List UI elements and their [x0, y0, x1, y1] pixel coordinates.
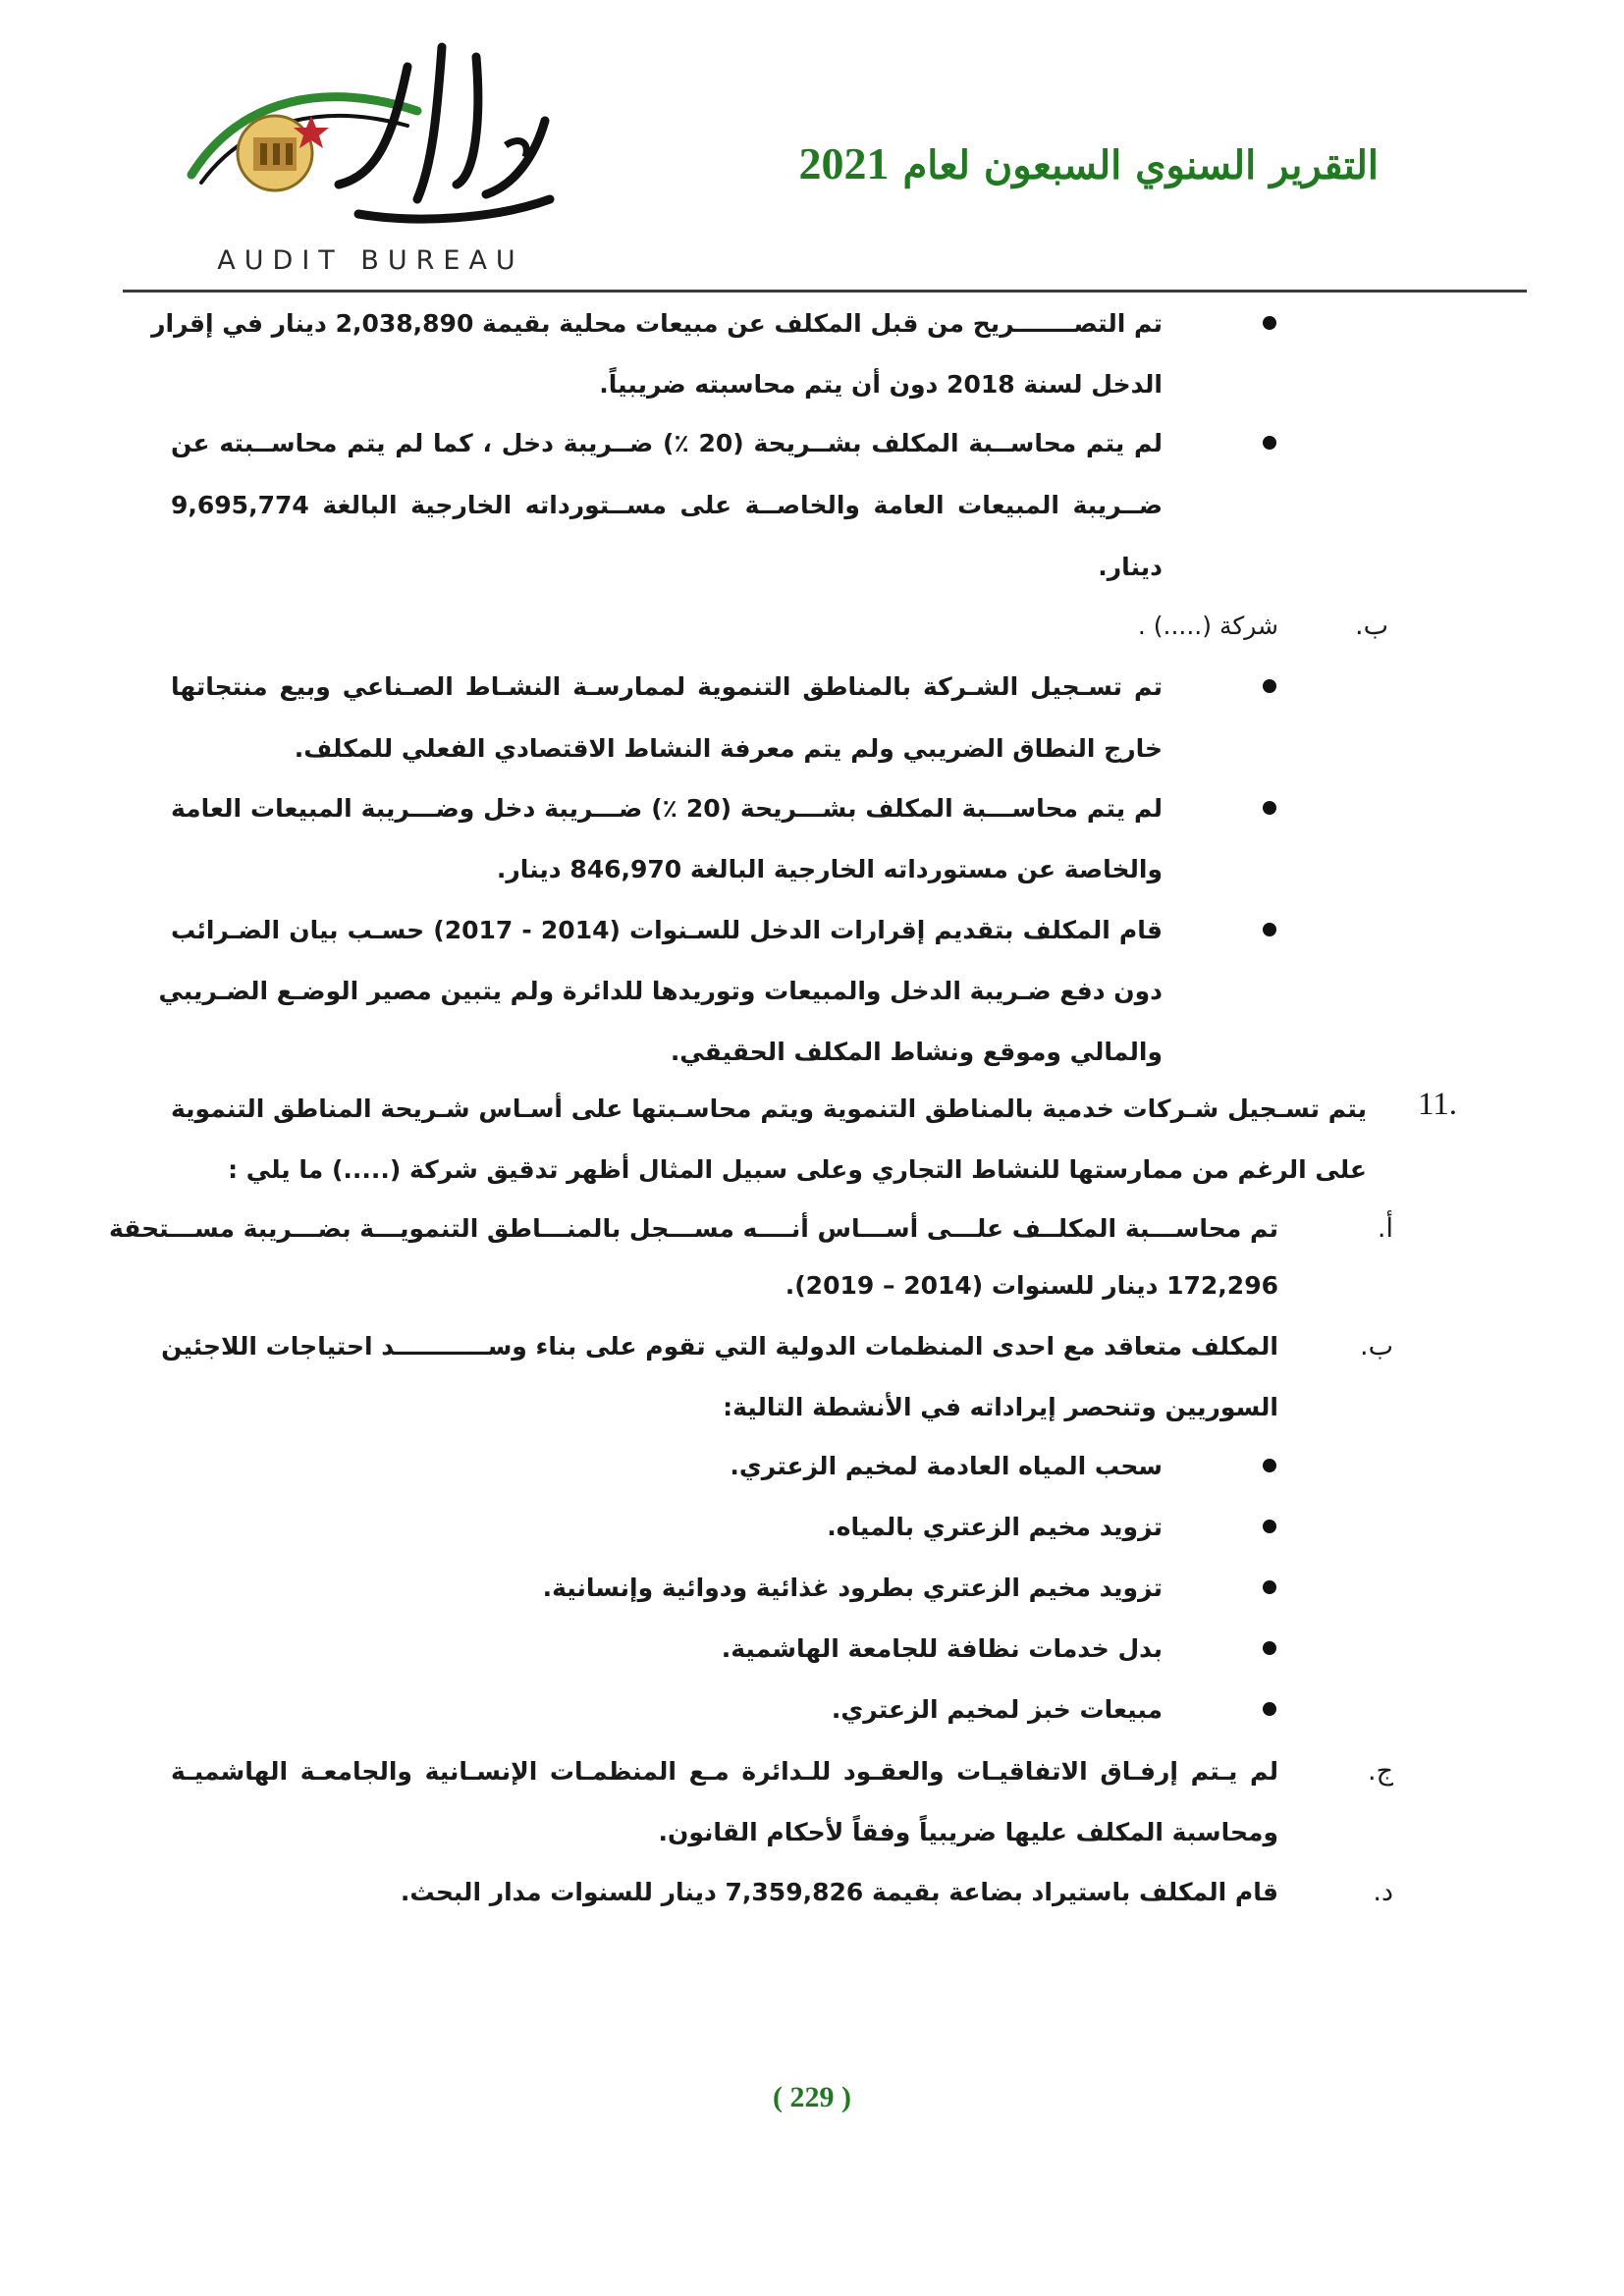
bullet-dot-icon	[1263, 1702, 1276, 1716]
paragraph-line: قام المكلف باستيراد بضاعة بقيمة 7,359,826 دينار للسنوات مدار البحث.	[400, 1878, 1278, 1906]
logo-emblem-icon	[182, 27, 560, 248]
paragraph-line: 172,296 دينار للسنوات (2014 – 2019).	[785, 1271, 1278, 1300]
activity-item: مبيعات خبز لمخيم الزعتري.	[831, 1695, 1163, 1724]
bullet-dot-icon	[1263, 1641, 1276, 1655]
bullet-dot-icon	[1263, 436, 1276, 450]
paragraph-line: لم يتم محاســبة المكلف بشــريحة (20 ٪) ضــريبة دخل ، كما لم يتم محاســبته عن	[171, 429, 1164, 457]
item-a-marker: أ.	[1377, 1213, 1393, 1244]
activity-item: تزويد مخيم الزعتري بطرود غذائية ودوائية وإنسانية.	[542, 1574, 1163, 1602]
paragraph-line: تم تسـجيل الشـركة بالمناطق التنموية لممارسـة النشـاط الصـناعي وبيع منتجاتها	[171, 672, 1163, 701]
bullet-dot-icon	[1263, 801, 1276, 815]
section-b-title: شركة (.....) .	[1137, 612, 1278, 640]
paragraph-line: لم يتم محاســـبة المكلف بشـــريحة (20 ٪) ضـــريبة دخل وضـــريبة المبيعات العامة	[171, 794, 1163, 823]
paragraph-line: قام المكلف بتقديم إقرارات الدخل للسـنوات (2014 - 2017) حسـب بيان الضـرائب	[171, 916, 1163, 944]
paragraph-line: دون دفع ضـريبة الدخل والمبيعات وتوريدها للدائرة ولم يتبين مصير الوضـع الضـريبي	[158, 977, 1163, 1005]
paragraph-line: يتم تسـجيل شـركات خدمية بالمناطق التنموية ويتم محاسـبتها على أسـاس شـريحة المناطق التنموية	[171, 1095, 1367, 1123]
paragraph-line: تم محاســـبة المكلــف علـــى أســـاس أنــــه مســـجل بالمنـــاطق التنمويـــة بضـــريبة مســـتحقة	[109, 1214, 1278, 1243]
activity-item: تزويد مخيم الزعتري بالمياه.	[827, 1513, 1163, 1541]
page-header	[0, 0, 1624, 294]
logo-english-text: AUDIT BUREAU	[217, 245, 524, 276]
bullet-dot-icon	[1263, 679, 1276, 693]
paragraph-line: والمالي وموقع ونشاط المكلف الحقيقي.	[670, 1038, 1163, 1066]
section-b-marker: ب.	[1354, 611, 1388, 641]
paragraph-line: ضــريبة المبيعات العامة والخاصــة على مســتورداته الخارجية البالغة 9,695,774	[171, 491, 1163, 519]
report-title	[799, 137, 1379, 189]
paragraph-line: على الرغم من ممارستها للنشاط التجاري وعلى سبيل المثال أظهر تدقيق شركة (.....) ما يلي :	[228, 1155, 1367, 1184]
page-number: ( 229 )	[773, 2081, 851, 2113]
bullet-dot-icon	[1263, 1580, 1276, 1594]
paragraph-line: لم يـتم إرفـاق الاتفاقيـات والعقـود للـدائرة مـع المنظمـات الإنسـانية والجامعـة الهاشميـة	[171, 1757, 1278, 1786]
paragraph-line: والخاصة عن مستورداته الخارجية البالغة 846,970 دينار.	[496, 855, 1163, 883]
report-year: 2021	[798, 138, 890, 188]
bullet-dot-icon	[1263, 923, 1276, 936]
activity-item: بدل خدمات نظافة للجامعة الهاشمية.	[721, 1634, 1163, 1663]
item-11-number: .11	[1417, 1087, 1457, 1122]
item-b-marker: ب.	[1359, 1331, 1393, 1362]
bullet-dot-icon	[1263, 316, 1276, 330]
paragraph-line: الدخل لسنة 2018 دون أن يتم محاسبته ضريبياً.	[599, 370, 1163, 399]
bullet-dot-icon	[1263, 1520, 1276, 1533]
activity-item: سحب المياه العادمة لمخيم الزعتري.	[730, 1452, 1163, 1480]
paragraph-line: المكلف متعاقد مع احدى المنظمات الدولية التي تقوم على بناء وســـــــــــد احتياجات اللاجئين	[161, 1332, 1278, 1361]
report-title-text: التقرير السنوي السبعون لعام	[902, 142, 1379, 188]
paragraph-line: ومحاسبة المكلف عليها ضريبياً وفقاً لأحكام القانون.	[658, 1818, 1278, 1846]
paragraph-line: تم التصـــــــريح من قبل المكلف عن مبيعات محلية بقيمة 2,038,890 دينار في إقرار	[151, 309, 1163, 338]
item-c-marker: ج.	[1367, 1756, 1393, 1787]
item-d-marker: د.	[1373, 1877, 1393, 1907]
header-divider	[123, 290, 1527, 293]
paragraph-line: خارج النطاق الضريبي ولم يتم معرفة النشاط الاقتصادي الفعلي للمكلف.	[294, 734, 1163, 763]
paragraph-line: السوريين وتنحصر إيراداته في الأنشطة التالية:	[723, 1393, 1278, 1421]
audit-bureau-logo	[182, 27, 560, 276]
paragraph-line: دينار.	[1098, 553, 1163, 581]
bullet-dot-icon	[1263, 1459, 1276, 1472]
